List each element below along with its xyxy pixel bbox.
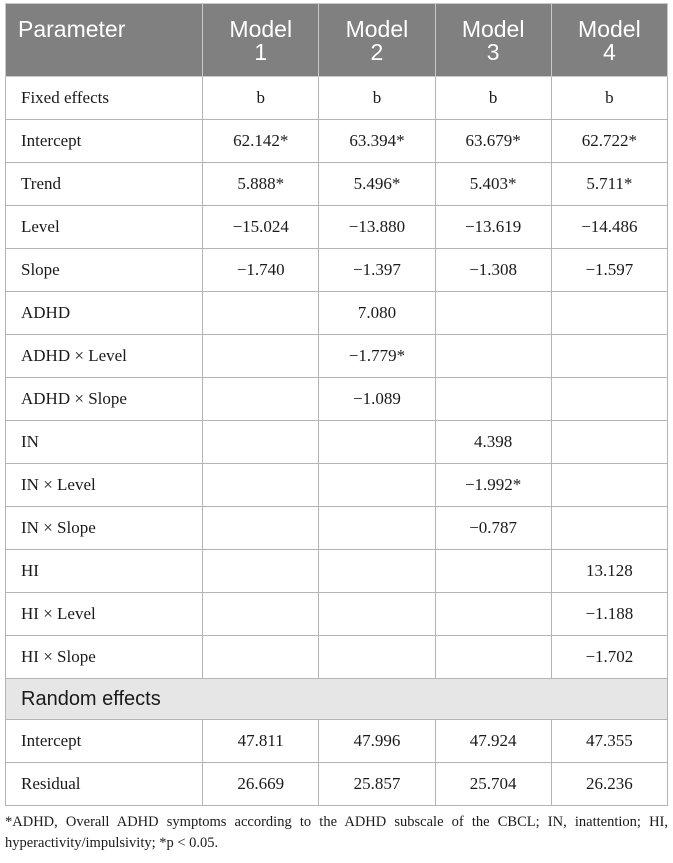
cell-model-2: −1.089 bbox=[319, 378, 435, 421]
cell-model-1: −15.024 bbox=[203, 206, 319, 249]
row-label: Trend bbox=[6, 163, 203, 206]
row-label: ADHD bbox=[6, 292, 203, 335]
cell-model-4: 47.355 bbox=[551, 720, 667, 763]
table-row bbox=[6, 292, 668, 335]
cell-model-4: −14.486 bbox=[551, 206, 667, 249]
random-effects-body bbox=[6, 720, 668, 806]
cell-model-1 bbox=[203, 335, 319, 378]
cell-model-3 bbox=[435, 292, 551, 335]
row-label: Slope bbox=[6, 249, 203, 292]
row-label: IN bbox=[6, 421, 203, 464]
cell-model-4: −1.702 bbox=[551, 636, 667, 679]
cell-model-3: −13.619 bbox=[435, 206, 551, 249]
row-label: Intercept bbox=[6, 720, 203, 763]
cell-model-1 bbox=[203, 593, 319, 636]
row-label: IN × Slope bbox=[6, 507, 203, 550]
cell-model-2: 25.857 bbox=[319, 763, 435, 806]
cell-model-3: 47.924 bbox=[435, 720, 551, 763]
row-label: HI × Level bbox=[6, 593, 203, 636]
table-row bbox=[6, 636, 668, 679]
header-model-4-line2: 4 bbox=[602, 39, 616, 65]
cell-model-4: 26.236 bbox=[551, 763, 667, 806]
table-row bbox=[6, 550, 668, 593]
table-row bbox=[6, 593, 668, 636]
header-parameter: Parameter bbox=[6, 4, 203, 77]
table-row bbox=[6, 421, 668, 464]
cell-model-4: −1.597 bbox=[551, 249, 667, 292]
header-model-1 bbox=[203, 4, 319, 77]
cell-model-3 bbox=[435, 636, 551, 679]
row-label: HI × Slope bbox=[6, 636, 203, 679]
header-row bbox=[6, 4, 668, 77]
cell-model-2: 63.394* bbox=[319, 120, 435, 163]
cell-model-1 bbox=[203, 378, 319, 421]
cell-model-4: 5.711* bbox=[551, 163, 667, 206]
cell-model-2: 5.496* bbox=[319, 163, 435, 206]
header-model-2-line2: 2 bbox=[370, 39, 384, 65]
cell-model-3 bbox=[435, 335, 551, 378]
cell-model-1 bbox=[203, 550, 319, 593]
cell-model-4 bbox=[551, 292, 667, 335]
random-effects-section bbox=[6, 679, 668, 720]
header-model-4 bbox=[551, 4, 667, 77]
cell-model-2: −13.880 bbox=[319, 206, 435, 249]
cell-model-1: 5.888* bbox=[203, 163, 319, 206]
cell-model-1 bbox=[203, 507, 319, 550]
cell-model-1: b bbox=[203, 77, 319, 120]
row-label: ADHD × Slope bbox=[6, 378, 203, 421]
cell-model-3 bbox=[435, 550, 551, 593]
table-row bbox=[6, 335, 668, 378]
cell-model-1 bbox=[203, 464, 319, 507]
cell-model-3 bbox=[435, 378, 551, 421]
cell-model-4: −1.188 bbox=[551, 593, 667, 636]
row-label: Residual bbox=[6, 763, 203, 806]
cell-model-3: 63.679* bbox=[435, 120, 551, 163]
cell-model-3 bbox=[435, 593, 551, 636]
results-table-container bbox=[5, 3, 668, 806]
row-label: ADHD × Level bbox=[6, 335, 203, 378]
cell-model-1: 47.811 bbox=[203, 720, 319, 763]
row-label: Level bbox=[6, 206, 203, 249]
table-row bbox=[6, 378, 668, 421]
header-model-1-line1: Model bbox=[229, 16, 293, 42]
cell-model-3: 5.403* bbox=[435, 163, 551, 206]
cell-model-2: b bbox=[319, 77, 435, 120]
cell-model-2 bbox=[319, 421, 435, 464]
cell-model-4 bbox=[551, 421, 667, 464]
cell-model-3: −0.787 bbox=[435, 507, 551, 550]
table-row bbox=[6, 249, 668, 292]
cell-model-3: 25.704 bbox=[435, 763, 551, 806]
cell-model-1: −1.740 bbox=[203, 249, 319, 292]
table-row bbox=[6, 120, 668, 163]
cell-model-1: 62.142* bbox=[203, 120, 319, 163]
table-row bbox=[6, 720, 668, 763]
header-model-3-line1: Model bbox=[461, 16, 525, 42]
cell-model-1 bbox=[203, 421, 319, 464]
cell-model-1: 26.669 bbox=[203, 763, 319, 806]
table-row bbox=[6, 206, 668, 249]
row-label: Intercept bbox=[6, 120, 203, 163]
header-model-2-line1: Model bbox=[345, 16, 409, 42]
cell-model-2 bbox=[319, 464, 435, 507]
header-model-3 bbox=[435, 4, 551, 77]
section-title: Random effects bbox=[6, 679, 668, 720]
table-row bbox=[6, 464, 668, 507]
cell-model-4 bbox=[551, 507, 667, 550]
cell-model-3: b bbox=[435, 77, 551, 120]
cell-model-3: −1.308 bbox=[435, 249, 551, 292]
cell-model-4 bbox=[551, 378, 667, 421]
header-model-2 bbox=[319, 4, 435, 77]
cell-model-1 bbox=[203, 292, 319, 335]
cell-model-2: −1.779* bbox=[319, 335, 435, 378]
section-row-random-effects bbox=[6, 679, 668, 720]
table-row bbox=[6, 507, 668, 550]
cell-model-1 bbox=[203, 636, 319, 679]
header-model-3-line2: 3 bbox=[486, 39, 500, 65]
row-label: HI bbox=[6, 550, 203, 593]
cell-model-2: −1.397 bbox=[319, 249, 435, 292]
row-label: Fixed effects bbox=[6, 77, 203, 120]
cell-model-3: 4.398 bbox=[435, 421, 551, 464]
header-model-4-line1: Model bbox=[578, 16, 641, 42]
header-model-1-line2: 1 bbox=[254, 39, 268, 65]
table-row bbox=[6, 763, 668, 806]
cell-model-3: −1.992* bbox=[435, 464, 551, 507]
table-footnote: *ADHD, Overall ADHD symptoms according to the ADHD subscale of the CBCL; IN, inattention; HI, hyperactivity/impulsivity; *p < 0.05. bbox=[5, 814, 668, 851]
cell-model-2: 7.080 bbox=[319, 292, 435, 335]
cell-model-2 bbox=[319, 636, 435, 679]
fixed-effects-body bbox=[6, 77, 668, 679]
row-label: IN × Level bbox=[6, 464, 203, 507]
cell-model-4: 13.128 bbox=[551, 550, 667, 593]
cell-model-4: b bbox=[551, 77, 667, 120]
table-row bbox=[6, 77, 668, 120]
cell-model-2 bbox=[319, 550, 435, 593]
cell-model-2: 47.996 bbox=[319, 720, 435, 763]
table-row bbox=[6, 163, 668, 206]
cell-model-4: 62.722* bbox=[551, 120, 667, 163]
cell-model-2 bbox=[319, 593, 435, 636]
cell-model-4 bbox=[551, 464, 667, 507]
results-table bbox=[5, 3, 668, 806]
cell-model-2 bbox=[319, 507, 435, 550]
cell-model-4 bbox=[551, 335, 667, 378]
